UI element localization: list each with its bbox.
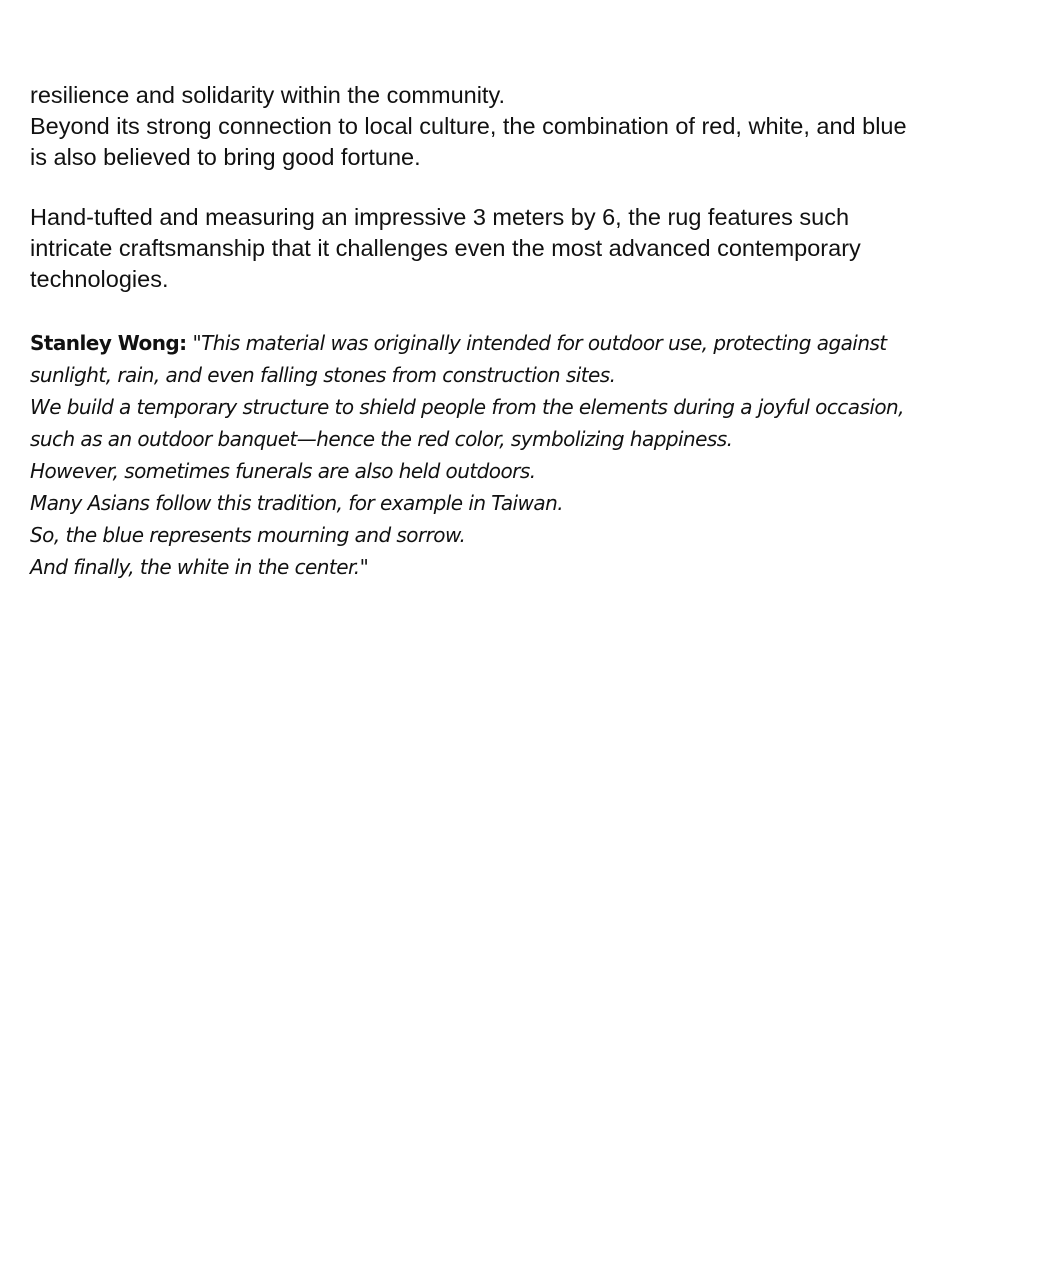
quote-first-row xyxy=(30,327,1030,359)
quote-line: We build a temporary structure to shield people from the elements during a joyful occasion, xyxy=(30,395,904,419)
quote-line: So, the blue represents mourning and sorrow. xyxy=(30,523,466,547)
quote-line: "This material was originally intended for outdoor use, protecting against xyxy=(192,331,887,355)
text-line: Hand-tufted and measuring an impressive 3 meters by 6, the rug features such xyxy=(30,204,850,230)
document-page xyxy=(30,80,1030,583)
text-line: is also believed to bring good fortune. xyxy=(30,144,421,170)
quote-speaker: Stanley Wong: xyxy=(30,331,187,355)
quote-line: sunlight, rain, and even falling stones from construction sites. xyxy=(30,363,616,387)
paragraph-community xyxy=(30,80,1030,173)
quote-line: such as an outdoor banquet—hence the red color, symbolizing happiness. xyxy=(30,427,733,451)
quote-stanley-wong xyxy=(30,327,1030,583)
text-line: Beyond its strong connection to local culture, the combination of red, white, and blue xyxy=(30,113,907,139)
paragraph-gap xyxy=(30,173,1030,202)
text-line: technologies. xyxy=(30,266,169,292)
quote-line: And finally, the white in the center." xyxy=(30,555,369,579)
quote-line: However, sometimes funerals are also held outdoors. xyxy=(30,459,536,483)
text-line: intricate craftsmanship that it challenges even the most advanced contemporary xyxy=(30,235,861,261)
text-line: resilience and solidarity within the community. xyxy=(30,82,505,108)
quote-line: Many Asians follow this tradition, for example in Taiwan. xyxy=(30,491,564,515)
paragraph-rug xyxy=(30,202,1030,295)
